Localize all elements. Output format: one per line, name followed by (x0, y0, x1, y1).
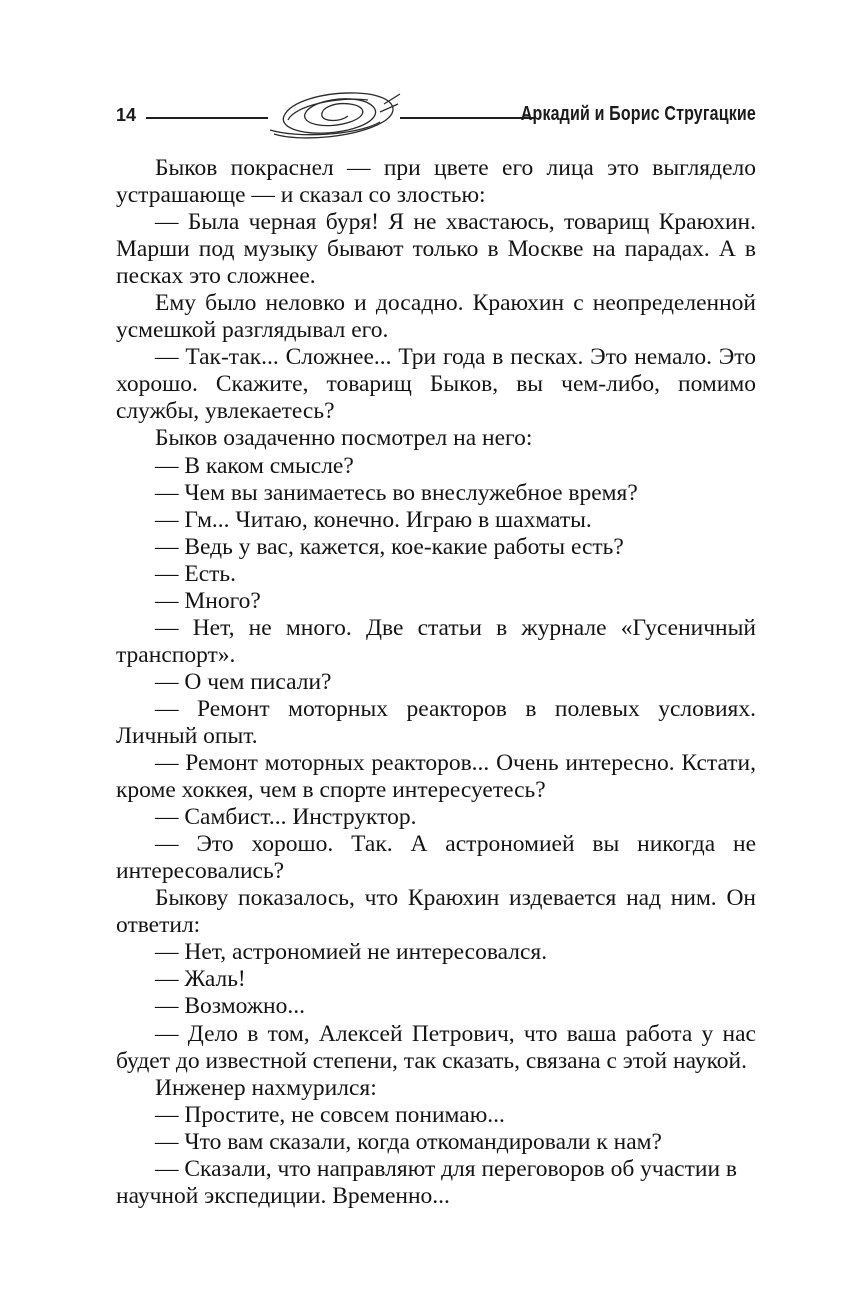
paragraph: Быков озадаченно посмотрел на него: (155, 425, 533, 452)
paragraph: — О чем писали? (155, 668, 332, 695)
paragraph: — Жаль! (155, 966, 246, 993)
paragraph: — Много? (155, 587, 261, 614)
paragraph: — Дело в том, Алексей Петрович, что ваша работа у нас будет до известной степени, так сказать, связана с этой наукой. (116, 1020, 756, 1074)
paragraph: — Что вам сказали, когда откомандировали к нам? (155, 1128, 662, 1155)
paragraph: Ему было неловко и досадно. Краюхин с неопределенной усмешкой разглядывал его. (116, 290, 756, 344)
page-number: 14 (116, 105, 137, 125)
paragraph: — Нет, астрономией не интересовался. (155, 939, 548, 966)
paragraph: — Самбист... Инструктор. (155, 804, 417, 831)
paragraph: — Возможно... (155, 993, 305, 1020)
paragraph: — Чем вы занимаетесь во внеслужебное время? (155, 479, 638, 506)
paragraph: — Простите, не совсем понимаю... (155, 1101, 505, 1128)
paragraph: — Сказали, что направляют для переговоров об участии в научной экспедиции. Временно... (116, 1155, 738, 1209)
paragraph: — Ремонт моторных реакторов в полевых условиях. Личный опыт. (116, 695, 756, 749)
header-rule-right (400, 117, 534, 119)
running-title: Аркадий и Борис Стругацкие (520, 103, 756, 125)
paragraph: — Есть. (155, 560, 237, 587)
body-text (116, 155, 756, 1210)
paragraph: — Гм... Читаю, конечно. Играю в шахматы. (155, 506, 592, 533)
paragraph: — Ведь у вас, кажется, кое-какие работы есть? (155, 533, 624, 560)
paragraph: Быков покраснел — при цвете его лица это выглядело устрашающе — и сказал со злостью: (116, 155, 756, 209)
header-rule-left (146, 117, 268, 119)
paragraph: — Была черная буря! Я не хвастаюсь, товарищ Краюхин. Марши под музыку бывают только в Москве на парадах. А в песках это сложнее. (116, 209, 756, 290)
paragraph: — Нет, не много. Две статьи в журнале «Гусеничный транспорт». (116, 614, 756, 668)
paragraph: — Так-так... Сложнее... Три года в песках. Это немало. Это хорошо. Скажите, товарищ Быков, вы чем-либо, помимо службы, увлекаетесь? (116, 344, 756, 425)
paragraph: Быкову показалось, что Краюхин издевается над ним. Он ответил: (116, 885, 756, 939)
paragraph: — В каком смысле? (155, 452, 354, 479)
paragraph: — Ремонт моторных реакторов... Очень интересно. Кстати, кроме хоккея, чем в спорте интересуетесь? (116, 750, 756, 804)
running-header (116, 90, 756, 142)
paragraph: — Это хорошо. Так. А астрономией вы никогда не интересовались? (116, 831, 756, 885)
swirl-ornament-icon (268, 90, 402, 142)
paragraph: Инженер нахмурился: (155, 1074, 377, 1101)
